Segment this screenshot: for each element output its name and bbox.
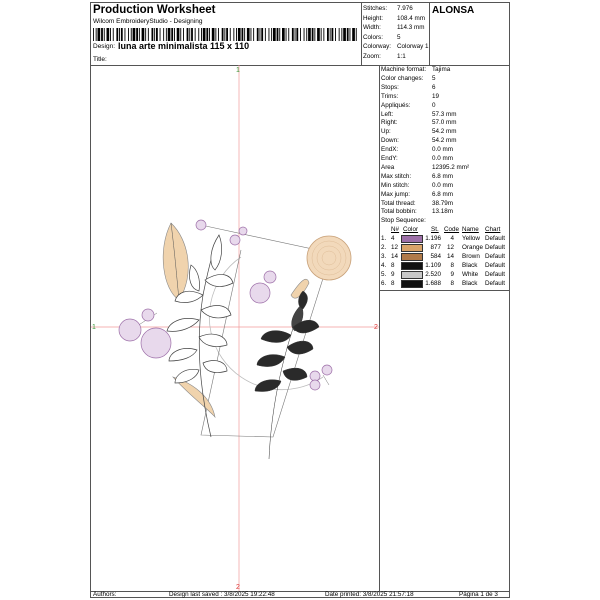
sun-circle	[307, 236, 351, 280]
detail-key: Up:	[381, 128, 391, 136]
detail-value: 57.3 mm	[432, 110, 457, 118]
detail-row	[381, 181, 453, 189]
detail-key: Max jump:	[381, 190, 411, 198]
authors-label: Authors:	[93, 591, 117, 598]
detail-row	[381, 163, 470, 171]
needle-number: 8	[391, 261, 395, 269]
detail-key: Down:	[381, 137, 399, 145]
header-right	[429, 3, 509, 65]
stop-row	[381, 253, 507, 262]
detail-value: 19	[432, 92, 440, 100]
axis-label-right: 2	[374, 324, 378, 331]
needle-number: 4	[391, 235, 395, 243]
black-leaf-branch	[255, 291, 319, 459]
detail-row	[381, 74, 436, 82]
detail-key: Stops:	[381, 83, 399, 91]
detail-value: 0.0 mm	[432, 181, 453, 189]
thread-code: 4	[450, 235, 454, 243]
thread-name: Black	[462, 261, 478, 269]
detail-row	[381, 190, 453, 198]
stitch-count: 1.109	[425, 261, 441, 269]
detail-value: 57.0 mm	[432, 119, 457, 127]
color-swatch	[401, 235, 423, 243]
axis-label-bottom: 2	[236, 584, 240, 591]
column-header-st: St.	[431, 226, 439, 234]
thread-name: Brown	[462, 252, 480, 260]
thread-code: 14	[446, 252, 454, 260]
summary-key: Colors:	[363, 33, 383, 41]
detail-key: Area	[381, 163, 395, 171]
detail-value: 0.0 mm	[432, 146, 453, 154]
color-swatch	[401, 244, 423, 252]
column-header-n: N#	[391, 226, 400, 234]
thread-code: 8	[450, 279, 454, 287]
detail-row	[381, 146, 453, 154]
detail-key: Max stitch:	[381, 172, 412, 180]
color-swatch	[401, 280, 423, 288]
detail-row	[381, 155, 453, 162]
detail-value: 54.2 mm	[432, 128, 457, 136]
needle-number: 14	[391, 252, 399, 260]
detail-key: Color changes:	[381, 74, 424, 82]
stitch-count: 877	[430, 244, 441, 251]
thread-chart: Default	[485, 252, 505, 260]
design-preview	[91, 65, 380, 591]
detail-value: 6.8 mm	[432, 172, 453, 180]
stop-index: 4.	[381, 261, 387, 269]
summary-key: Height:	[363, 14, 383, 22]
detail-key: Total thread:	[381, 199, 416, 207]
stop-row	[381, 280, 507, 289]
detail-value: 13.18m	[432, 208, 454, 216]
color-swatch	[401, 253, 423, 261]
stop-row	[381, 244, 507, 253]
needle-number: 8	[391, 279, 395, 287]
summary-block	[361, 3, 430, 65]
thread-name: Yellow	[462, 235, 480, 243]
stop-sequence-header	[381, 226, 507, 235]
date-printed: Date printed: 3/8/2025 21:57:18	[325, 591, 414, 598]
detail-value: 54.2 mm	[432, 137, 457, 145]
barcode	[93, 28, 358, 41]
thread-name: White	[462, 270, 479, 278]
thread-chart: Default	[485, 279, 505, 287]
detail-key: Total bobbin:	[381, 208, 417, 216]
stop-index: 2.	[381, 244, 387, 251]
detail-row	[381, 172, 453, 180]
stitch-count: 2.520	[425, 270, 441, 278]
summary-key: Stitches:	[363, 5, 388, 12]
stop-row	[381, 271, 507, 280]
stitch-count: 1.688	[425, 279, 441, 287]
summary-row	[363, 43, 429, 51]
detail-key: Min stitch:	[381, 181, 410, 189]
thread-code: 8	[450, 261, 454, 269]
detail-value: 6.8 mm	[432, 190, 453, 198]
stitch-count: 1.196	[425, 235, 441, 243]
detail-key: EndX:	[381, 146, 399, 154]
detail-key: Right:	[381, 119, 398, 127]
thread-chart: Default	[485, 270, 505, 278]
thread-code: 9	[450, 270, 454, 278]
detail-value: 0	[432, 101, 436, 109]
stop-index: 3.	[381, 252, 387, 260]
header-left	[91, 3, 362, 65]
detail-row	[381, 208, 454, 216]
stop-index: 1.	[381, 235, 387, 243]
detail-row	[381, 119, 457, 127]
color-swatch	[401, 271, 423, 279]
detail-row	[381, 137, 457, 145]
thread-chart: Default	[485, 235, 505, 243]
summary-value: 114.3 mm	[397, 24, 425, 32]
detail-key: Left:	[381, 110, 394, 118]
detail-row	[381, 83, 436, 91]
stop-row	[381, 235, 507, 244]
needle-number: 12	[391, 244, 399, 251]
detail-key: Machine format:	[381, 66, 427, 73]
summary-row	[363, 53, 406, 60]
column-header-chart: Chart	[485, 226, 501, 234]
detail-row	[381, 66, 451, 73]
summary-value: 7.976	[397, 5, 413, 12]
column-header-color: Color	[403, 226, 419, 234]
detail-key: Appliqués:	[381, 101, 411, 109]
detail-row	[381, 199, 454, 207]
production-worksheet	[90, 2, 510, 598]
summary-row	[363, 14, 425, 22]
detail-key: EndY:	[381, 155, 398, 162]
axis-label-left: 1	[92, 324, 96, 331]
page-number: Página 1 de 3	[459, 591, 498, 598]
worksheet-title: Production Worksheet	[93, 4, 216, 16]
summary-row	[363, 24, 425, 32]
summary-key: Colorway:	[363, 43, 391, 51]
axis-label-top: 1	[236, 67, 240, 74]
summary-row	[363, 5, 413, 12]
detail-row	[381, 110, 457, 118]
peach-leaf-top	[163, 223, 188, 300]
summary-value: 108.4 mm	[397, 14, 425, 22]
summary-value: 1:1	[397, 53, 406, 60]
footer	[91, 591, 509, 599]
thread-chart: Default	[485, 244, 505, 251]
detail-value: 0.0 mm	[432, 155, 453, 162]
column-header-name: Name	[462, 226, 479, 234]
panel-divider	[379, 290, 509, 291]
needle-number: 9	[391, 270, 395, 278]
detail-value: 5	[432, 74, 436, 82]
detail-row	[381, 101, 436, 109]
thread-name: Black	[462, 279, 478, 287]
design-label: Design:	[93, 43, 116, 50]
design-name: luna arte minimalista 115 x 110	[118, 41, 250, 51]
brand-name: ALONSA	[432, 5, 475, 16]
detail-value: Tajima	[432, 66, 451, 73]
stop-row	[381, 262, 507, 271]
last-saved: Design last saved : 3/8/2025 19:22:48	[169, 591, 275, 598]
detail-key: Trims:	[381, 92, 399, 100]
design-artwork	[91, 65, 379, 591]
summary-value: 5	[397, 33, 401, 41]
column-header-code: Code	[444, 226, 460, 234]
thread-code: 12	[446, 244, 454, 251]
stop-index: 5.	[381, 270, 387, 278]
detail-row	[381, 128, 457, 136]
detail-value: 38.79m	[432, 199, 454, 207]
detail-value: 12395.2 mm²	[432, 163, 470, 171]
detail-value: 6	[432, 83, 436, 91]
title-label: Title:	[93, 56, 107, 63]
stop-sequence-label: Stop Sequence:	[381, 217, 426, 225]
stop-index: 6.	[381, 279, 387, 287]
detail-row	[381, 92, 440, 100]
summary-key: Width:	[363, 24, 381, 32]
thread-chart: Default	[485, 261, 505, 269]
summary-row	[363, 33, 401, 41]
summary-value: Colorway 1	[397, 43, 429, 51]
summary-key: Zoom:	[363, 53, 381, 60]
software-subtitle: Wilcom EmbroideryStudio - Designing	[93, 18, 203, 25]
stitch-count: 584	[430, 252, 441, 260]
thread-name: Orange	[462, 244, 484, 251]
color-swatch	[401, 262, 423, 270]
